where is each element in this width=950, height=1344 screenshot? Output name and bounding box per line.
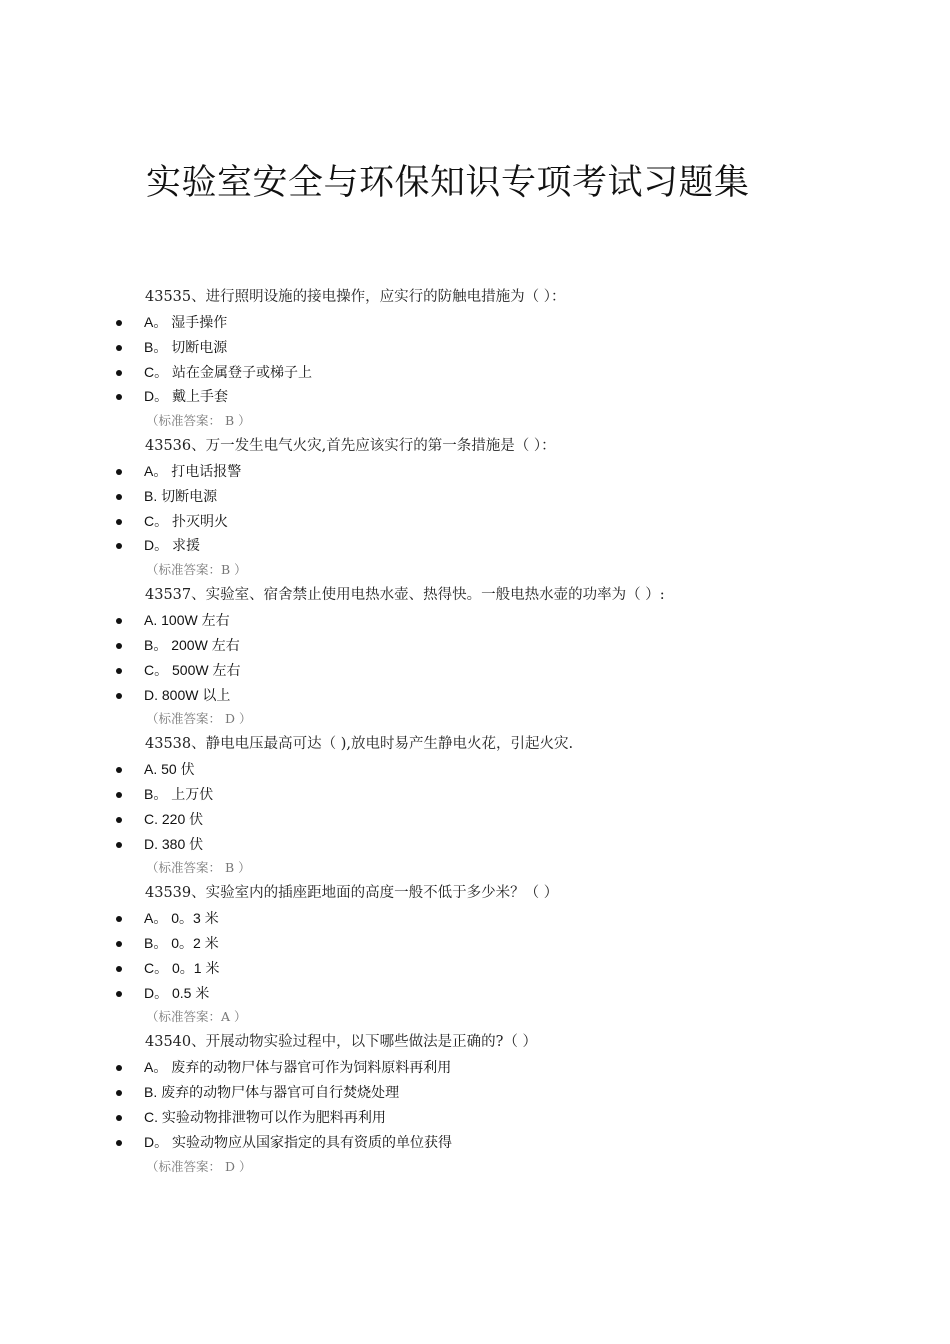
answer-option-label: C。 扑灭明火	[144, 512, 228, 529]
answer-option-label: B. 切断电源	[144, 487, 218, 504]
answer-option	[0, 1105, 950, 1130]
bullet-icon	[116, 643, 122, 649]
question-item	[0, 583, 950, 732]
bullet-icon	[116, 991, 122, 997]
answer-option-label: B。 200W 左右	[144, 636, 240, 653]
standard-answer: （标准答案： D ）	[146, 1158, 252, 1174]
answer-option	[0, 956, 950, 981]
answer-option-label: C. 220 伏	[144, 810, 204, 827]
standard-answer: （标准答案： D ）	[146, 711, 252, 727]
question-stem: 43537、实验室、宿舍禁止使用电热水壶、热得快。一般电热水壶的功率为（ ）:	[145, 587, 665, 604]
answer-option-label: B。 切断电源	[144, 338, 228, 355]
question-item	[0, 434, 950, 583]
answer-option	[0, 509, 950, 534]
answer-option-label: A。 打电话报警	[144, 462, 242, 479]
answer-option	[0, 533, 950, 558]
answer-option-label: C。 500W 左右	[144, 661, 241, 678]
bullet-icon	[116, 1065, 122, 1071]
bullet-icon	[116, 394, 122, 400]
standard-answer: （标准答案：B ）	[146, 562, 247, 578]
answer-option-label: D. 800W 以上	[144, 686, 231, 703]
bullet-icon	[116, 1090, 122, 1096]
question-item	[0, 881, 950, 1030]
standard-answer: （标准答案： B ）	[146, 860, 251, 876]
bullet-icon	[116, 916, 122, 922]
question-stem: 43535、进行照明设施的接电操作，应实行的防触电措施为（ ）：	[145, 289, 566, 305]
answer-option-label: B。 上万伏	[144, 785, 214, 802]
bullet-icon	[116, 370, 122, 376]
answer-option	[0, 608, 950, 633]
answer-option-label: C。 站在金属登子或梯子上	[144, 363, 312, 380]
answer-option	[0, 484, 950, 509]
question-list	[0, 285, 950, 1179]
bullet-icon	[116, 543, 122, 549]
answer-option-label: C。 0。1 米	[144, 959, 220, 976]
answer-option	[0, 335, 950, 360]
document-title: 实验室安全与环保知识专项考试习题集	[146, 163, 750, 203]
answer-option-label: A。 废弃的动物尸体与器官可作为饲料原料再利用	[144, 1059, 452, 1076]
answer-option	[0, 1130, 950, 1155]
answer-option-label: D。 0.5 米	[144, 984, 210, 1001]
answer-option	[0, 981, 950, 1006]
answer-option	[0, 360, 950, 385]
answer-option-label: B。 0。2 米	[144, 934, 219, 951]
answer-option-label: A。 湿手操作	[144, 313, 228, 330]
bullet-icon	[116, 668, 122, 674]
bullet-icon	[116, 693, 122, 699]
bullet-icon	[116, 1115, 122, 1121]
bullet-icon	[116, 966, 122, 972]
question-stem: 43536、万一发生电气火灾,首先应该实行的第一条措施是（ ）：	[145, 438, 556, 455]
bullet-icon	[116, 469, 122, 475]
answer-option	[0, 683, 950, 708]
question-stem: 43540、开展动物实验过程中，以下哪些做法是正确的?（ ）	[145, 1034, 538, 1051]
answer-option-label: A. 50 伏	[144, 761, 195, 778]
answer-option	[0, 782, 950, 807]
bullet-icon	[116, 320, 122, 326]
answer-option	[0, 658, 950, 683]
question-item	[0, 1030, 950, 1179]
bullet-icon	[116, 941, 122, 947]
answer-option	[0, 931, 950, 956]
answer-option-label: D. 380 伏	[144, 835, 204, 852]
answer-option-label: C. 实验动物排泄物可以作为肥料再利用	[144, 1108, 386, 1125]
standard-answer: （标准答案：A ）	[146, 1009, 247, 1025]
bullet-icon	[116, 494, 122, 500]
question-stem: 43539、实验室内的插座距地面的高度一般不低于多少米？（ ）	[145, 885, 559, 902]
answer-option	[0, 310, 950, 335]
answer-option-label: A. 100W 左右	[144, 611, 230, 628]
answer-option	[0, 832, 950, 857]
question-item	[0, 732, 950, 881]
answer-option-label: D。 实验动物应从国家指定的具有资质的单位获得	[144, 1133, 452, 1150]
bullet-icon	[116, 1140, 122, 1146]
answer-option	[0, 1055, 950, 1080]
answer-option-label: D。 戴上手套	[144, 388, 228, 405]
answer-option	[0, 633, 950, 658]
answer-option	[0, 807, 950, 832]
answer-option	[0, 384, 950, 409]
bullet-icon	[116, 792, 122, 798]
answer-option	[0, 1080, 950, 1105]
bullet-icon	[116, 345, 122, 351]
answer-option	[0, 459, 950, 484]
question-stem: 43538、静电电压最高可达（ ),放电时易产生静电火花，引起火灾.	[145, 736, 574, 753]
answer-option-label: D。 求援	[144, 537, 200, 554]
bullet-icon	[116, 842, 122, 848]
bullet-icon	[116, 618, 122, 624]
answer-option	[0, 757, 950, 782]
bullet-icon	[116, 767, 122, 773]
answer-option-label: B. 废弃的动物尸体与器官可自行焚烧处理	[144, 1084, 400, 1100]
standard-answer: （标准答案： B ）	[146, 413, 251, 429]
bullet-icon	[116, 519, 122, 525]
answer-option-label: A。 0。3 米	[144, 910, 219, 927]
answer-option	[0, 906, 950, 931]
question-item	[0, 285, 950, 434]
bullet-icon	[116, 817, 122, 823]
